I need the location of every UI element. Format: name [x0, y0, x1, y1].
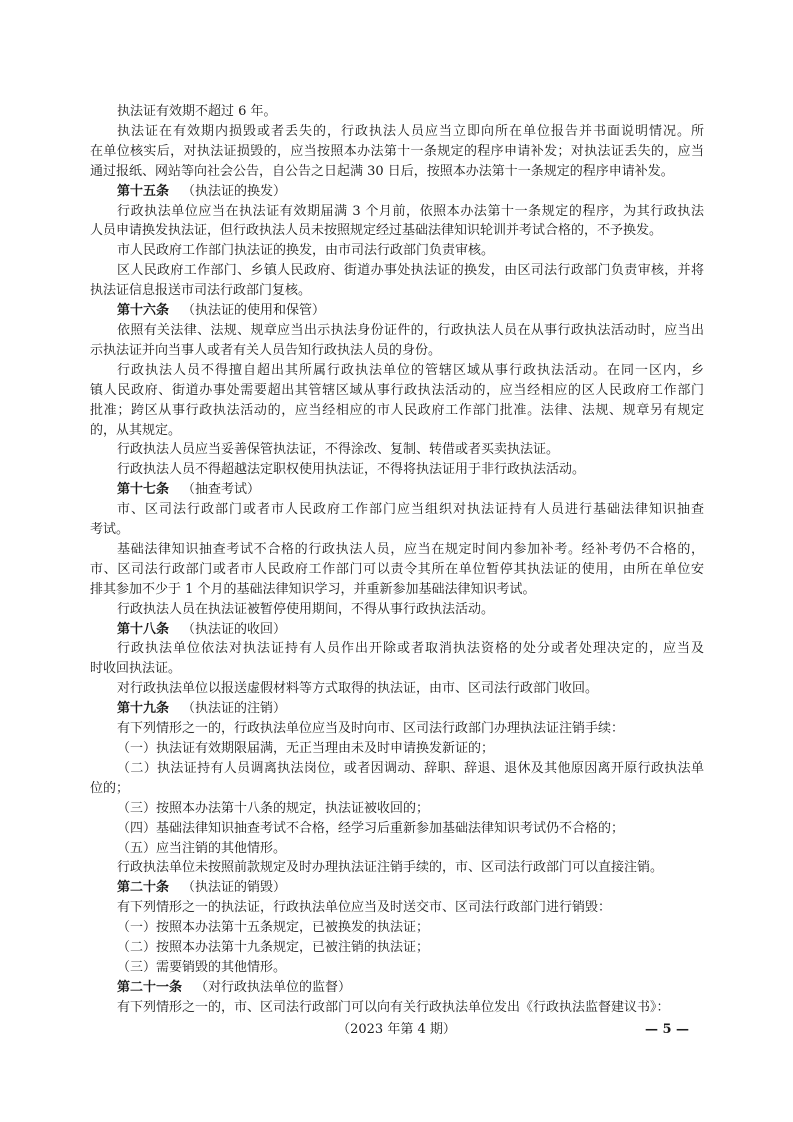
article-heading — [90, 480, 704, 500]
article-title: （执法证的注销） — [182, 701, 287, 717]
issue-label: （2023 年第 4 期） — [337, 1022, 456, 1037]
text-line: 市、区司法行政部门或者市人民政府工作部门应当组织对执法证持有人员进行基础法律知识抽查 — [117, 502, 704, 518]
article-number: 第十七条 — [117, 482, 170, 498]
paragraph — [90, 122, 704, 182]
document-body — [90, 102, 704, 1018]
text-line: 行政执法人员不得擅自超出其所属行政执法单位的管辖区域从事行政执法活动。在同一区内，乡 — [117, 362, 704, 378]
text-line: 镇人民政府、街道办事处需要超出其管辖区域从事行政执法活动的，应当经相应的区人民政府工作部门 — [90, 382, 704, 398]
article-number: 第十八条 — [117, 621, 170, 637]
paragraph — [90, 102, 704, 122]
text-line: 人员申请换发执法证，但行政执法人员未按照规定经过基础法律知识轮训并考试合格的，不予换发。 — [90, 223, 663, 239]
paragraph — [90, 739, 704, 759]
text-line: 排其参加不少于 1 个月的基础法律知识学习，并重新参加基础法律知识考试。 — [90, 581, 536, 597]
paragraph — [90, 759, 704, 799]
text-line: 时收回执法证。 — [90, 661, 182, 677]
paragraph — [90, 600, 704, 620]
text-line: 执法证信息报送市司法行政部门复核。 — [90, 283, 312, 299]
article-heading — [90, 878, 704, 898]
article-heading — [90, 620, 704, 640]
paragraph — [90, 898, 704, 918]
text-line: 考试。 — [90, 522, 130, 538]
paragraph — [90, 500, 704, 540]
article-heading — [90, 978, 704, 998]
text-line: 有下列情形之一的，行政执法单位应当及时向市、区司法行政部门办理执法证注销手续： — [117, 721, 625, 737]
paragraph — [90, 321, 704, 361]
paragraph — [90, 679, 704, 699]
article-heading — [90, 182, 704, 202]
text-line: 区人民政府工作部门、乡镇人民政府、街道办事处执法证的换发，由区司法行政部门负责审核，并将 — [117, 263, 704, 279]
text-line: 行政执法单位未按照前款规定及时办理执法证注销手续的，市、区司法行政部门可以直接注销。 — [117, 860, 664, 876]
text-line: 在单位核实后，对执法证损毁的，应当按照本办法第十一条规定的程序申请补发；对执法证丢失的，应当 — [90, 143, 704, 159]
paragraph — [90, 858, 704, 878]
text-line: （一）执法证有效期限届满，无正当理由未及时申请换发新证的； — [117, 741, 495, 756]
text-line: 行政执法人员应当妥善保管执法证，不得涂改、复制、转借或者买卖执法证。 — [117, 442, 560, 458]
text-line: （二）执法证持有人员调离执法岗位，或者因调动、辞职、辞退、退休及其他原因离开原行政执法单 — [117, 760, 704, 776]
text-line: 位的； — [90, 780, 130, 796]
article-title: （执法证的换发） — [182, 183, 287, 199]
paragraph — [90, 639, 704, 679]
paragraph — [90, 719, 704, 739]
paragraph — [90, 958, 704, 978]
article-heading — [90, 301, 704, 321]
article-title: （执法证的使用和保管） — [182, 303, 326, 319]
text-line: 行政执法单位依法对执法证持有人员作出开除或者取消执法资格的处分或者处理决定的，应当及 — [117, 641, 704, 657]
paragraph — [90, 839, 704, 859]
paragraph — [90, 799, 704, 819]
text-line: 依照有关法律、法规、规章应当出示执法身份证件的，行政执法人员在从事行政执法活动时，应当出 — [117, 322, 704, 338]
text-line: 通过报纸、网站等向社会公告，自公告之日起满 30 日后，按照本办法第十一条规定的程序申请补发。 — [90, 163, 674, 179]
paragraph — [90, 361, 704, 441]
text-line: 行政执法单位应当在执法证有效期届满 3 个月前，依照本办法第十一条规定的程序，为其行政执法 — [117, 203, 704, 219]
paragraph — [90, 819, 704, 839]
article-title: （执法证的收回） — [182, 621, 287, 637]
paragraph — [90, 440, 704, 460]
text-line: （五）应当注销的其他情形。 — [117, 840, 287, 856]
text-line: （二）按照本办法第十九条规定，已被注销的执法证； — [117, 940, 430, 956]
text-line: 对行政执法单位以报送虚假材料等方式取得的执法证，由市、区司法行政部门收回。 — [117, 681, 599, 697]
text-line: （三）需要销毁的其他情形。 — [117, 959, 287, 975]
text-line: 行政执法人员不得超越法定职权使用执法证，不得将执法证用于非行政执法活动。 — [117, 462, 586, 478]
article-title: （对行政执法单位的监督） — [195, 979, 352, 995]
text-line: 市人民政府工作部门执法证的换发，由市司法行政部门负责审核。 — [117, 243, 495, 259]
article-number: 第十六条 — [117, 303, 170, 319]
paragraph — [90, 540, 704, 600]
paragraph — [90, 241, 704, 261]
article-number: 第二十条 — [117, 880, 170, 896]
paragraph — [90, 460, 704, 480]
paragraph — [90, 261, 704, 301]
text-line: （一）按照本办法第十五条规定，已被换发的执法证； — [117, 920, 430, 936]
paragraph — [90, 202, 704, 242]
article-heading — [90, 699, 704, 719]
paragraph — [90, 938, 704, 958]
text-line: 有下列情形之一的执法证，行政执法单位应当及时送交市、区司法行政部门进行销毁： — [117, 900, 612, 916]
text-line: 有下列情形之一的，市、区司法行政部门可以向有关行政执法单位发出《行政执法监督建议书》： — [117, 999, 670, 1015]
text-line: （三）按照本办法第十八条的规定，执法证被收回的； — [117, 800, 430, 816]
article-title: （执法证的销毁） — [182, 880, 287, 896]
text-line: 的，从其规定。 — [90, 422, 182, 438]
text-line: 执法证有效期不超过 6 年。 — [117, 104, 277, 119]
text-line: 行政执法人员在执法证被暂停使用期间，不得从事行政执法活动。 — [117, 601, 495, 617]
article-title: （抽查考试） — [182, 482, 261, 498]
article-number: 第十九条 — [117, 701, 170, 717]
text-line: 基础法律知识抽查考试不合格的行政执法人员，应当在规定时间内参加补考。经补考仍不合格的， — [117, 541, 704, 557]
page-number: — 5 — — [644, 1022, 690, 1037]
text-line: 市、区司法行政部门或者市人民政府工作部门可以责令其所在单位暂停其执法证的使用，由所在单位安 — [90, 561, 704, 577]
page-footer — [0, 1020, 793, 1040]
text-line: 执法证在有效期内损毁或者丢失的，行政执法人员应当立即向所在单位报告并书面说明情况。所 — [117, 123, 704, 139]
text-line: 示执法证并向当事人或者有关人员告知行政执法人员的身份。 — [90, 342, 442, 358]
text-line: 批准；跨区从事行政执法活动的，应当经相应的市人民政府工作部门批准。法律、法规、规章另有规定 — [90, 402, 704, 418]
article-number: 第十五条 — [117, 183, 170, 199]
text-line: （四）基础法律知识抽查考试不合格，经学习后重新参加基础法律知识考试仍不合格的； — [117, 820, 625, 836]
article-number: 第二十一条 — [117, 979, 183, 995]
paragraph — [90, 918, 704, 938]
paragraph — [90, 998, 704, 1018]
